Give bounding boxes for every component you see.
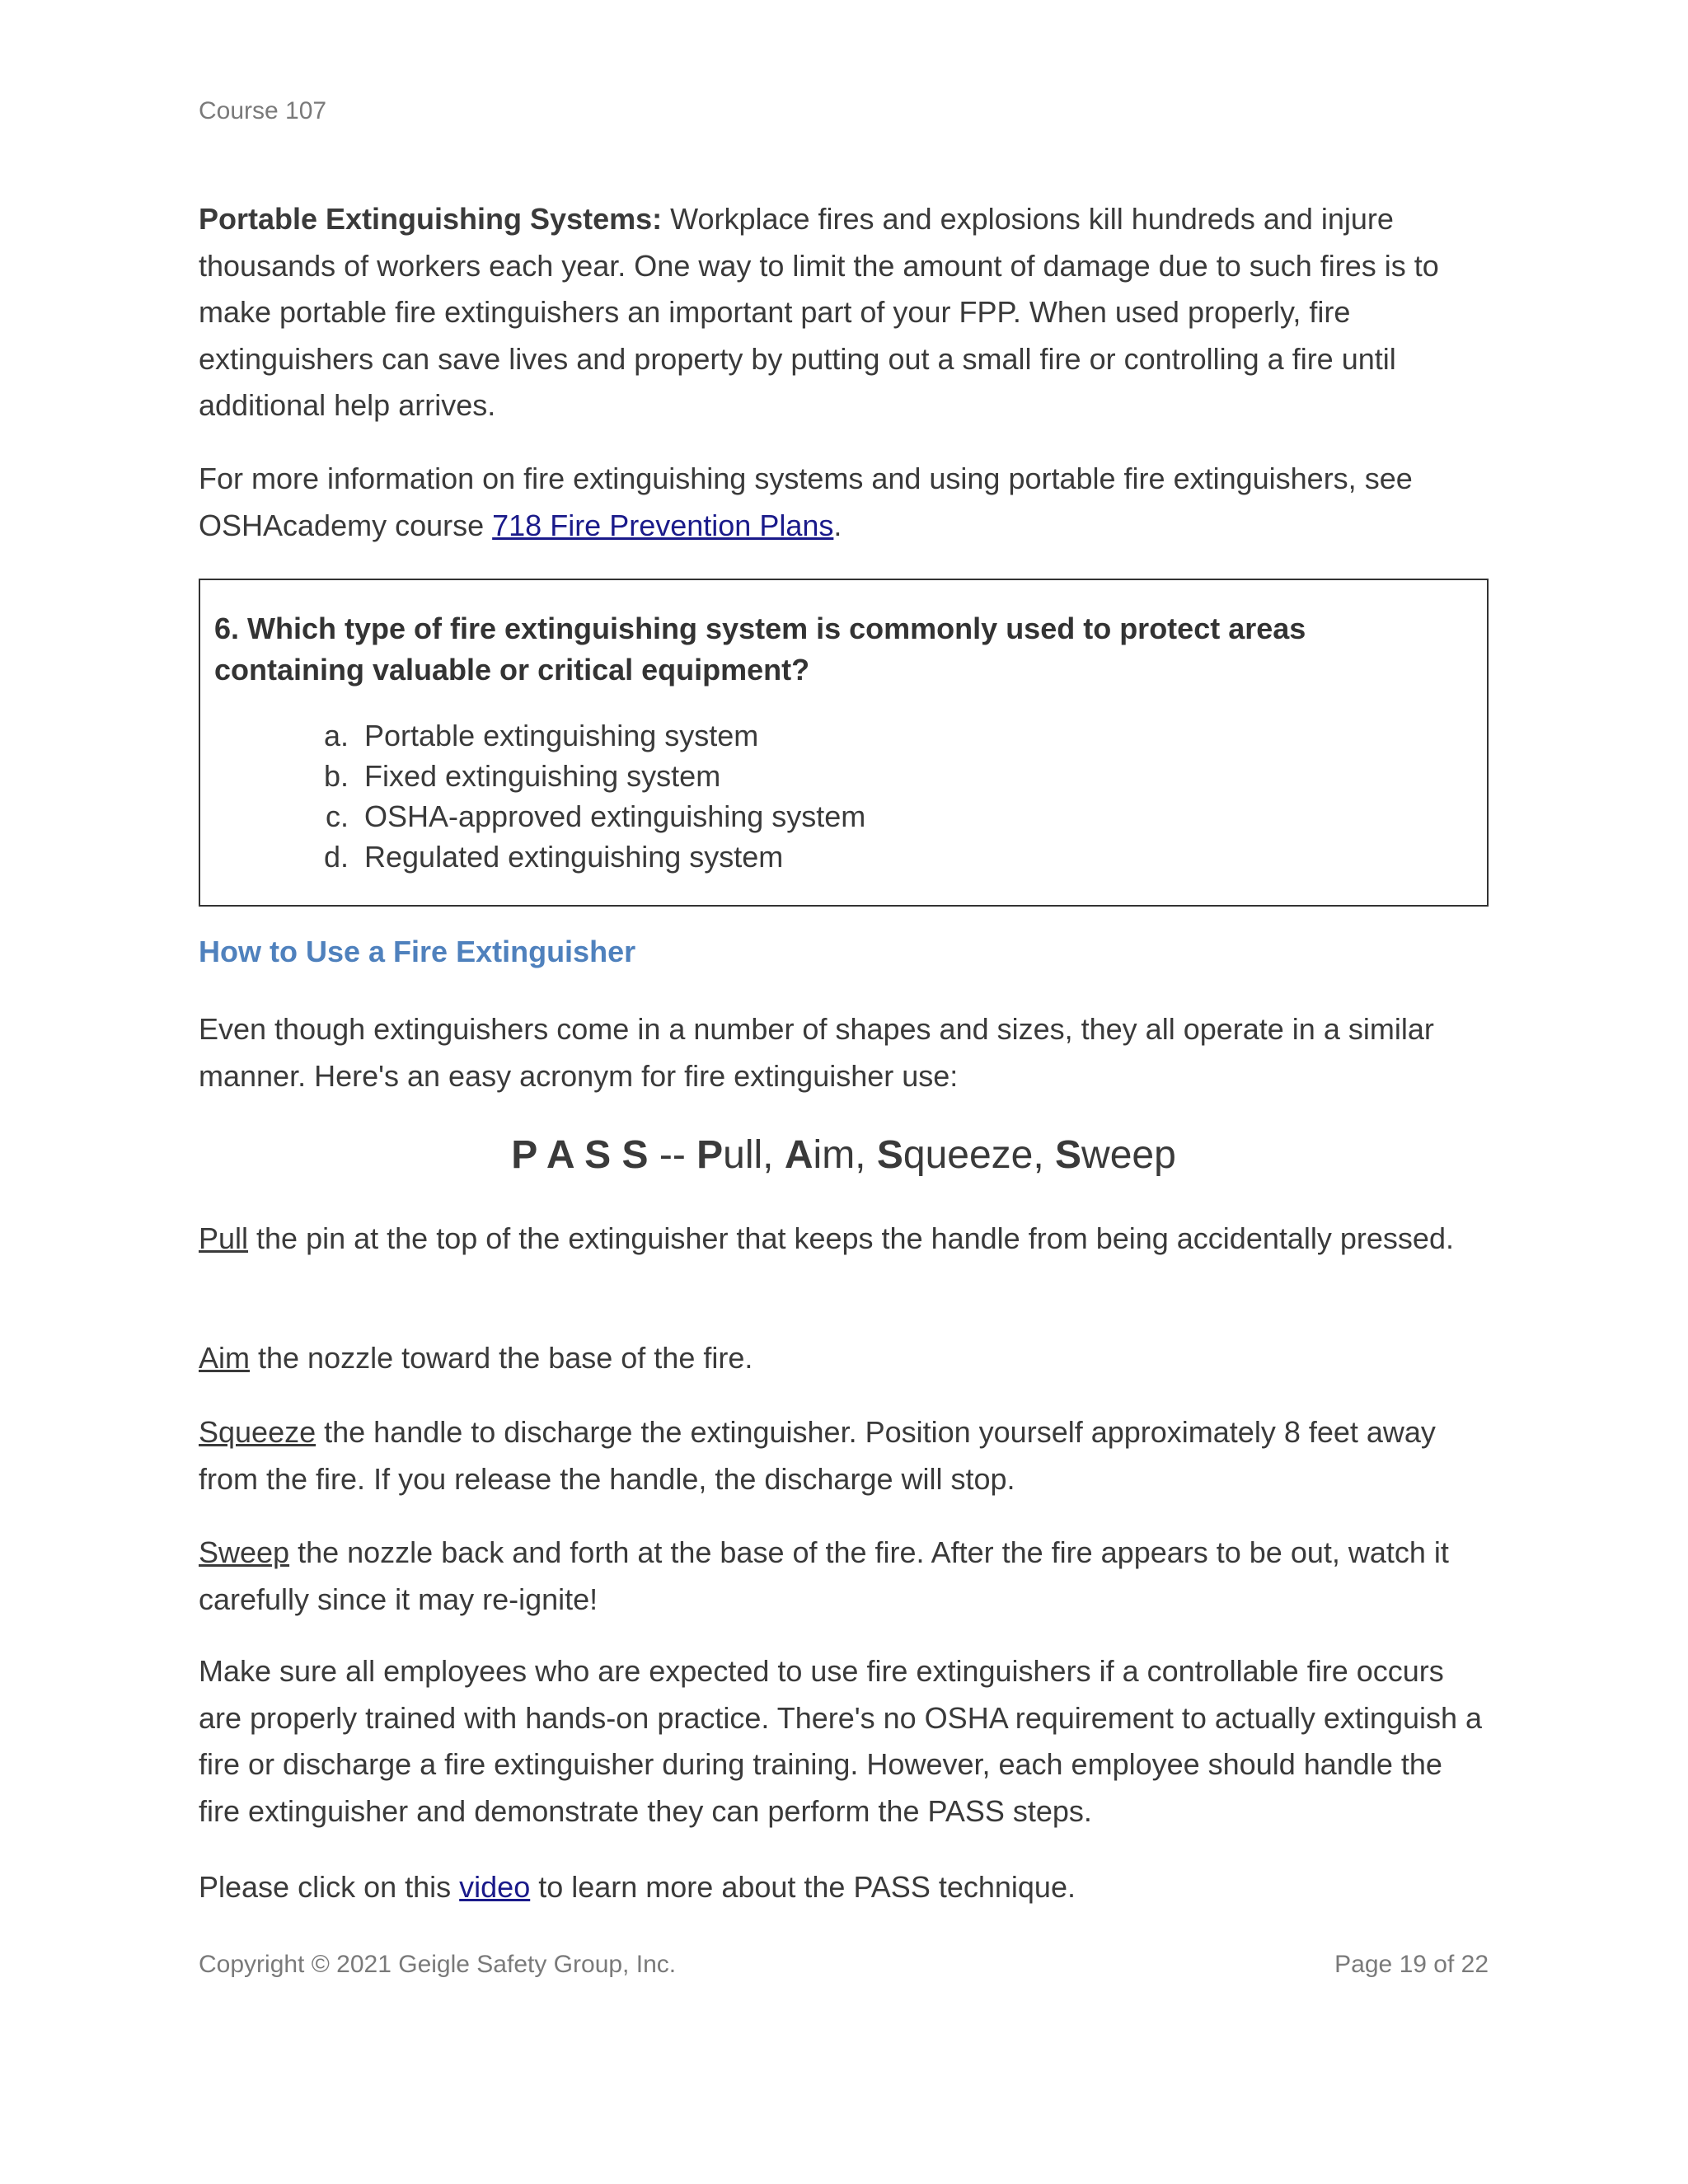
how-to-intro-paragraph: Even though extinguishers come in a number of shapes and sizes, they all operate in a similar manner. Here's an easy acronym for fire extinguisher use: [199,1012,1434,1093]
portable-systems-paragraph [199,196,1489,429]
training-paragraph: Make sure all employees who are expected to use fire extinguishers if a controllable fire occurs are properly trained with hands-on practice. There's no OSHA requirement to actually extinguish a fire or discharge a fire extinguisher during training. However, each employee should handle the fire extinguisher and demonstrate they can perform the PASS steps. [199,1654,1483,1828]
quiz-option-text: Regulated extinguishing system [364,840,784,874]
portable-systems-text: Workplace fires and explosions kill hundreds and injure thousands of workers each year. One way to limit the amount of damage due to such fires is to make portable fire extinguishers an important part of your FPP. When used properly, fire extinguishers can save lives and property by putting out a small fire or controlling a fire until additional help arrives. [199,202,1439,422]
step-text: the pin at the top of the extinguisher that keeps the handle from being accidentally pressed. [248,1221,1454,1255]
footer-page-number: Page 19 of 22 [1334,1951,1489,1978]
step-text: the nozzle toward the base of the fire. [250,1341,753,1375]
video-text-after: to learn more about the PASS technique. [530,1870,1076,1904]
quiz-option-text: OSHA-approved extinguishing system [364,799,866,833]
step-keyword: Aim [199,1341,250,1375]
step-text: the handle to discharge the extinguisher. Position yourself approximately 8 feet away from the fire. If you release the handle, the discharge will stop. [199,1415,1436,1496]
more-info-period: . [833,508,842,542]
video-link[interactable]: video [459,1870,531,1904]
quiz-box [199,579,1489,907]
step-keyword: Pull [199,1221,249,1255]
fire-prevention-plans-link[interactable]: 718 Fire Prevention Plans [492,508,834,542]
step-aim-paragraph [199,1335,1489,1382]
pass-rest-sweep: weep [1081,1133,1176,1177]
quiz-question: 6. Which type of fire extinguishing system is commonly used to protect areas containing valuable or critical equipment? [214,612,1306,687]
pass-rest-aim: im, [813,1133,877,1177]
pass-rest-squeeze: queeze, [903,1133,1056,1177]
pass-acronym [199,1131,1489,1180]
how-to-use-heading: How to Use a Fire Extinguisher [199,935,636,968]
step-keyword: Squeeze [199,1415,316,1449]
step-pull-paragraph [199,1216,1489,1263]
video-text-before: Please click on this [199,1870,460,1904]
more-info-text: For more information on fire extinguishing systems and using portable fire extinguishers, see OSHAcademy course [199,462,1413,542]
portable-systems-lead: Portable Extinguishing Systems: [199,202,663,236]
page-header-course: Course 107 [199,97,327,124]
video-paragraph [199,1864,1489,1911]
quiz-option-text: Portable extinguishing system [364,719,759,752]
pass-initial-aim: A [784,1133,814,1177]
pass-initial-pull: P [696,1133,724,1177]
pass-initial-sweep: S [1055,1133,1082,1177]
step-text: the nozzle back and forth at the base of the fire. After the fire appears to be out, watch it carefully since it may re-ignite! [199,1535,1449,1616]
step-sweep-paragraph [199,1530,1489,1623]
quiz-option-text: Fixed extinguishing system [364,759,721,793]
quiz-option-letter: c. [325,799,349,833]
quiz-option-letter: d. [323,840,349,874]
step-keyword: Sweep [199,1535,290,1569]
pass-letters: P A S S [511,1133,649,1177]
quiz-option-letter: a. [323,719,349,752]
more-info-paragraph [199,456,1489,549]
pass-initial-squeeze: S [876,1133,903,1177]
step-squeeze-paragraph [199,1409,1489,1502]
quiz-option-letter: b. [323,759,349,793]
pass-rest-pull: ull, [723,1133,785,1177]
pass-separator: -- [648,1133,697,1177]
footer-copyright: Copyright © 2021 Geigle Safety Group, Inc. [199,1951,677,1978]
